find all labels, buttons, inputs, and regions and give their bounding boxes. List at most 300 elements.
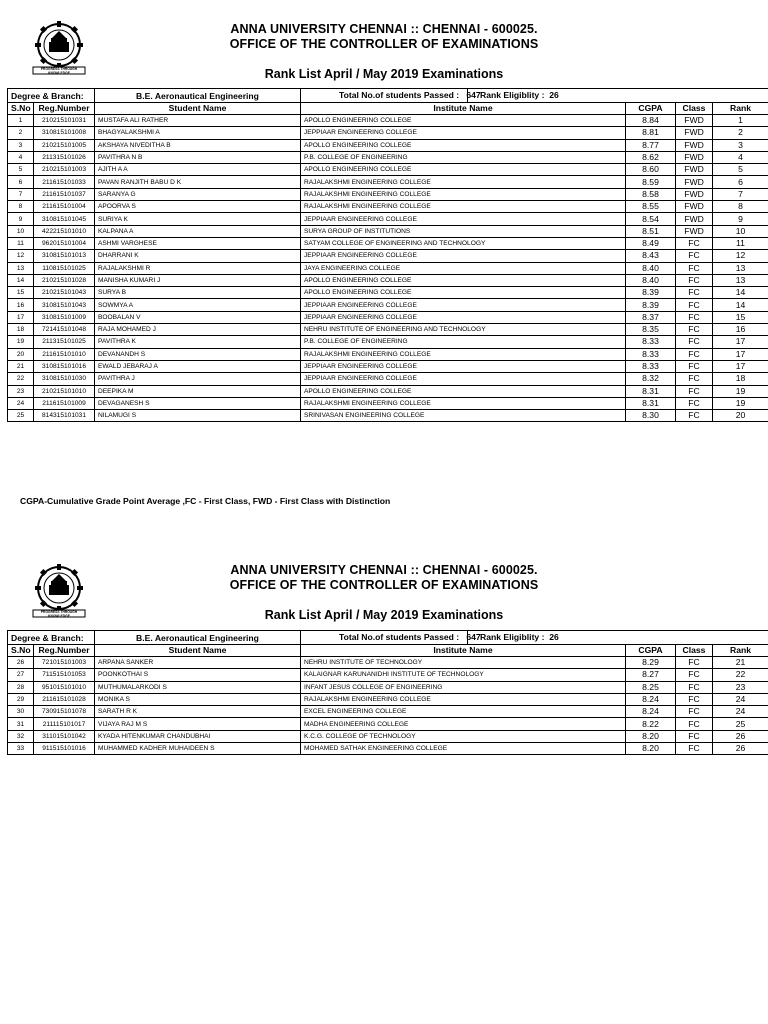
cgpa-cell: 8.35 xyxy=(626,324,676,336)
cgpa-cell: 8.84 xyxy=(626,115,676,127)
class-cell: FWD xyxy=(676,139,713,151)
sno-cell: 22 xyxy=(8,373,34,385)
cgpa-cell: 8.32 xyxy=(626,373,676,385)
student-name-cell: AKSHAYA NIVEDITHA B xyxy=(95,139,301,151)
sno-cell: 10 xyxy=(8,225,34,237)
rank-cell: 26 xyxy=(713,730,768,742)
sno-cell: 19 xyxy=(8,336,34,348)
rank-table-1 xyxy=(7,88,768,422)
rank-cell: 19 xyxy=(713,397,768,409)
reg-number-cell: 711515101053 xyxy=(34,669,95,681)
rank-cell: 5 xyxy=(713,164,768,176)
office-title: OFFICE OF THE CONTROLLER OF EXAMINATIONS xyxy=(229,37,539,51)
reg-number-cell: 310815101008 xyxy=(34,127,95,139)
table-row xyxy=(8,225,768,237)
class-cell: FWD xyxy=(676,188,713,200)
cgpa-cell: 8.30 xyxy=(626,410,676,422)
table-row xyxy=(8,373,768,385)
col-reg: Reg.Number xyxy=(34,645,95,657)
student-name-cell: DEEPIKA M xyxy=(95,385,301,397)
sno-cell: 7 xyxy=(8,188,34,200)
student-name-cell: PAVITHRA N B xyxy=(95,151,301,163)
institute-cell: SATYAM COLLEGE OF ENGINEERING AND TECHNOLOGY xyxy=(301,237,626,249)
institute-cell: JEPPIAAR ENGINEERING COLLEGE xyxy=(301,250,626,262)
student-name-cell: PAVITHRA J xyxy=(95,373,301,385)
reg-number-cell: 211615101004 xyxy=(34,201,95,213)
class-cell: FC xyxy=(676,299,713,311)
sno-cell: 27 xyxy=(8,669,34,681)
class-cell: FWD xyxy=(676,225,713,237)
info-row xyxy=(8,631,768,645)
table-row xyxy=(8,299,768,311)
institute-cell: P.B. COLLEGE OF ENGINEERING xyxy=(301,336,626,348)
degree-label: Degree & Branch: xyxy=(8,631,95,645)
class-cell: FC xyxy=(676,336,713,348)
reg-number-cell: 110815101025 xyxy=(34,262,95,274)
class-cell: FC xyxy=(676,311,713,323)
cgpa-cell: 8.33 xyxy=(626,348,676,360)
institute-cell: INFANT JESUS COLLEGE OF ENGINEERING xyxy=(301,681,626,693)
class-cell: FC xyxy=(676,360,713,372)
class-cell: FWD xyxy=(676,201,713,213)
reg-number-cell: 211315101026 xyxy=(34,151,95,163)
sno-cell: 16 xyxy=(8,299,34,311)
rank-cell: 17 xyxy=(713,348,768,360)
rank-cell: 22 xyxy=(713,669,768,681)
class-cell: FC xyxy=(676,237,713,249)
cgpa-cell: 8.55 xyxy=(626,201,676,213)
institute-cell: P.B. COLLEGE OF ENGINEERING xyxy=(301,151,626,163)
table-row xyxy=(8,706,768,718)
institute-cell: RAJALAKSHMI ENGINEERING COLLEGE xyxy=(301,176,626,188)
reg-number-cell: 310815101045 xyxy=(34,213,95,225)
total-passed: Total No.of students Passed : 647 xyxy=(301,89,468,102)
institute-cell: APOLLO ENGINEERING COLLEGE xyxy=(301,115,626,127)
sno-cell: 13 xyxy=(8,262,34,274)
cgpa-cell: 8.49 xyxy=(626,237,676,249)
table-row xyxy=(8,730,768,742)
office-title: OFFICE OF THE CONTROLLER OF EXAMINATIONS xyxy=(229,578,539,592)
table-row xyxy=(8,176,768,188)
reg-number-cell: 962015101004 xyxy=(34,237,95,249)
totals-cell xyxy=(301,89,768,103)
reg-number-cell: 721015101003 xyxy=(34,657,95,669)
institute-cell: MOHAMED SATHAK ENGINEERING COLLEGE xyxy=(301,743,626,755)
student-name-cell: ARPANA SANKER xyxy=(95,657,301,669)
student-name-cell: SOWMYA A xyxy=(95,299,301,311)
sno-cell: 3 xyxy=(8,139,34,151)
student-name-cell: PAVAN RANJITH BABU D K xyxy=(95,176,301,188)
rank-cell: 6 xyxy=(713,176,768,188)
reg-number-cell: 211615101037 xyxy=(34,188,95,200)
sno-cell: 9 xyxy=(8,213,34,225)
degree-value: B.E. Aeronautical Engineering xyxy=(95,89,301,103)
student-name-cell: VIJAYA RAJ M S xyxy=(95,718,301,730)
student-name-cell: BHAGYALAKSHMI A xyxy=(95,127,301,139)
rank-cell: 24 xyxy=(713,706,768,718)
rank-cell: 20 xyxy=(713,410,768,422)
table-row xyxy=(8,410,768,422)
student-name-cell: RAJA MOHAMED J xyxy=(95,324,301,336)
class-cell: FWD xyxy=(676,127,713,139)
table-row xyxy=(8,237,768,249)
reg-number-cell: 211615101009 xyxy=(34,397,95,409)
sno-cell: 18 xyxy=(8,324,34,336)
sno-cell: 25 xyxy=(8,410,34,422)
cgpa-cell: 8.60 xyxy=(626,164,676,176)
table-row xyxy=(8,287,768,299)
col-rank: Rank xyxy=(713,103,768,115)
rank-cell: 21 xyxy=(713,657,768,669)
reg-number-cell: 211615101028 xyxy=(34,693,95,705)
table-row xyxy=(8,127,768,139)
student-name-cell: DEVANANDH S xyxy=(95,348,301,360)
institute-cell: RAJALAKSHMI ENGINEERING COLLEGE xyxy=(301,693,626,705)
student-name-cell: MANISHA KUMARI J xyxy=(95,274,301,286)
student-name-cell: RAJALAKSHMI R xyxy=(95,262,301,274)
col-reg: Reg.Number xyxy=(34,103,95,115)
rank-eligibility: Rank Eligiblity : 26 xyxy=(480,90,559,100)
class-cell: FC xyxy=(676,706,713,718)
sno-cell: 26 xyxy=(8,657,34,669)
student-name-cell: SURIYA K xyxy=(95,213,301,225)
reg-number-cell: 210215101043 xyxy=(34,287,95,299)
sno-cell: 4 xyxy=(8,151,34,163)
sno-cell: 1 xyxy=(8,115,34,127)
institute-cell: SURYA GROUP OF INSTITUTIONS xyxy=(301,225,626,237)
reg-number-cell: 210215101028 xyxy=(34,274,95,286)
rank-cell: 25 xyxy=(713,718,768,730)
logo-motto: PROGRESS THROUGH KNOWLEDGE xyxy=(40,67,78,75)
cgpa-cell: 8.39 xyxy=(626,287,676,299)
table-row xyxy=(8,151,768,163)
sno-cell: 6 xyxy=(8,176,34,188)
table-row xyxy=(8,274,768,286)
rank-cell: 7 xyxy=(713,188,768,200)
sno-cell: 24 xyxy=(8,397,34,409)
cgpa-cell: 8.51 xyxy=(626,225,676,237)
degree-value: B.E. Aeronautical Engineering xyxy=(95,631,301,645)
col-rank: Rank xyxy=(713,645,768,657)
student-name-cell: MONIKA S xyxy=(95,693,301,705)
university-title: ANNA UNIVERSITY CHENNAI :: CHENNAI - 600025. xyxy=(230,22,538,36)
reg-number-cell: 210215101031 xyxy=(34,115,95,127)
sno-cell: 2 xyxy=(8,127,34,139)
student-name-cell: SARATH R K xyxy=(95,706,301,718)
col-cgpa: CGPA xyxy=(626,103,676,115)
col-name: Student Name xyxy=(95,645,301,657)
table-row xyxy=(8,115,768,127)
table-row xyxy=(8,669,768,681)
sno-cell: 17 xyxy=(8,311,34,323)
class-cell: FC xyxy=(676,410,713,422)
cgpa-cell: 8.31 xyxy=(626,397,676,409)
institute-cell: JEPPIAAR ENGINEERING COLLEGE xyxy=(301,213,626,225)
class-cell: FC xyxy=(676,743,713,755)
class-cell: FC xyxy=(676,324,713,336)
class-cell: FWD xyxy=(676,115,713,127)
legend-footnote: CGPA-Cumulative Grade Point Average ,FC - First Class, FWD - First Class with Distinction xyxy=(20,496,391,506)
institute-cell: RAJALAKSHMI ENGINEERING COLLEGE xyxy=(301,188,626,200)
class-cell: FWD xyxy=(676,151,713,163)
institute-cell: JEPPIAAR ENGINEERING COLLEGE xyxy=(301,373,626,385)
degree-label: Degree & Branch: xyxy=(8,89,95,103)
rank-cell: 13 xyxy=(713,274,768,286)
reg-number-cell: 310815101009 xyxy=(34,311,95,323)
table-row xyxy=(8,164,768,176)
student-name-cell: PAVITHRA K xyxy=(95,336,301,348)
cgpa-cell: 8.58 xyxy=(626,188,676,200)
student-name-cell: APOORVA S xyxy=(95,201,301,213)
rank-cell: 1 xyxy=(713,115,768,127)
rank-cell: 2 xyxy=(713,127,768,139)
rank-cell: 23 xyxy=(713,681,768,693)
sno-cell: 29 xyxy=(8,693,34,705)
rank-cell: 3 xyxy=(713,139,768,151)
table-row xyxy=(8,188,768,200)
institute-cell: JEPPIAAR ENGINEERING COLLEGE xyxy=(301,299,626,311)
sno-cell: 28 xyxy=(8,681,34,693)
rank-cell: 14 xyxy=(713,299,768,311)
cgpa-cell: 8.22 xyxy=(626,718,676,730)
institute-cell: APOLLO ENGINEERING COLLEGE xyxy=(301,385,626,397)
institute-cell: APOLLO ENGINEERING COLLEGE xyxy=(301,139,626,151)
table-row xyxy=(8,250,768,262)
student-name-cell: KALPANA A xyxy=(95,225,301,237)
info-row xyxy=(8,89,768,103)
rank-cell: 4 xyxy=(713,151,768,163)
student-name-cell: SURYA B xyxy=(95,287,301,299)
institute-cell: KALAIGNAR KARUNANIDHI INSTITUTE OF TECHNOLOGY xyxy=(301,669,626,681)
rank-cell: 14 xyxy=(713,287,768,299)
col-class: Class xyxy=(676,645,713,657)
cgpa-cell: 8.20 xyxy=(626,730,676,742)
reg-number-cell: 210215101003 xyxy=(34,164,95,176)
institute-cell: APOLLO ENGINEERING COLLEGE xyxy=(301,274,626,286)
col-sno: S.No xyxy=(8,103,34,115)
class-cell: FC xyxy=(676,718,713,730)
col-institute: Institute Name xyxy=(301,645,626,657)
student-name-cell: MUHAMMED KADHER MUHAIDEEN S xyxy=(95,743,301,755)
class-cell: FC xyxy=(676,274,713,286)
class-cell: FWD xyxy=(676,164,713,176)
reg-number-cell: 211315101025 xyxy=(34,336,95,348)
rank-list-title: Rank List April / May 2019 Examinations xyxy=(264,608,504,622)
reg-number-cell: 814315101031 xyxy=(34,410,95,422)
table-row xyxy=(8,397,768,409)
sno-cell: 14 xyxy=(8,274,34,286)
student-name-cell: BOOBALAN V xyxy=(95,311,301,323)
rank-cell: 15 xyxy=(713,311,768,323)
cgpa-cell: 8.24 xyxy=(626,706,676,718)
table-row xyxy=(8,213,768,225)
student-name-cell: MUTHUMALARKODI S xyxy=(95,681,301,693)
reg-number-cell: 721415101048 xyxy=(34,324,95,336)
logo-motto: PROGRESS THROUGH KNOWLEDGE xyxy=(40,610,78,618)
reg-number-cell: 211615101033 xyxy=(34,176,95,188)
cgpa-cell: 8.54 xyxy=(626,213,676,225)
sno-cell: 8 xyxy=(8,201,34,213)
institute-cell: RAJALAKSHMI ENGINEERING COLLEGE xyxy=(301,397,626,409)
col-institute: Institute Name xyxy=(301,103,626,115)
cgpa-cell: 8.25 xyxy=(626,681,676,693)
table-row xyxy=(8,311,768,323)
rank-cell: 9 xyxy=(713,213,768,225)
table-row xyxy=(8,139,768,151)
student-name-cell: SARANYA G xyxy=(95,188,301,200)
cgpa-cell: 8.59 xyxy=(626,176,676,188)
cgpa-cell: 8.27 xyxy=(626,669,676,681)
student-name-cell: NILAMUGI S xyxy=(95,410,301,422)
rank-cell: 19 xyxy=(713,385,768,397)
class-cell: FC xyxy=(676,373,713,385)
student-name-cell: KYADA HITENKUMAR CHANDUBHAI xyxy=(95,730,301,742)
sno-cell: 15 xyxy=(8,287,34,299)
student-name-cell: MUSTAFA ALI RATHER xyxy=(95,115,301,127)
reg-number-cell: 310815101016 xyxy=(34,360,95,372)
student-name-cell: POONKOTHAI S xyxy=(95,669,301,681)
cgpa-cell: 8.77 xyxy=(626,139,676,151)
table-row xyxy=(8,360,768,372)
institute-cell: JEPPIAAR ENGINEERING COLLEGE xyxy=(301,311,626,323)
sno-cell: 23 xyxy=(8,385,34,397)
student-name-cell: ASHMI VARGHESE xyxy=(95,237,301,249)
class-cell: FC xyxy=(676,657,713,669)
institute-cell: JEPPIAAR ENGINEERING COLLEGE xyxy=(301,360,626,372)
institute-cell: APOLLO ENGINEERING COLLEGE xyxy=(301,164,626,176)
reg-number-cell: 730915101078 xyxy=(34,706,95,718)
student-name-cell: DEVAGANESH S xyxy=(95,397,301,409)
col-class: Class xyxy=(676,103,713,115)
cgpa-cell: 8.33 xyxy=(626,360,676,372)
cgpa-cell: 8.62 xyxy=(626,151,676,163)
reg-number-cell: 211115101017 xyxy=(34,718,95,730)
rank-eligibility: Rank Eligiblity : 26 xyxy=(480,632,559,642)
class-cell: FC xyxy=(676,287,713,299)
rank-cell: 18 xyxy=(713,373,768,385)
table-row xyxy=(8,262,768,274)
class-cell: FWD xyxy=(676,213,713,225)
institute-cell: RAJALAKSHMI ENGINEERING COLLEGE xyxy=(301,348,626,360)
total-passed: Total No.of students Passed : 647 xyxy=(301,631,468,644)
cgpa-cell: 8.43 xyxy=(626,250,676,262)
class-cell: FWD xyxy=(676,176,713,188)
reg-number-cell: 422215101010 xyxy=(34,225,95,237)
rank-cell: 12 xyxy=(713,250,768,262)
table-row xyxy=(8,681,768,693)
cgpa-cell: 8.20 xyxy=(626,743,676,755)
sno-cell: 11 xyxy=(8,237,34,249)
col-name: Student Name xyxy=(95,103,301,115)
sno-cell: 30 xyxy=(8,706,34,718)
sno-cell: 31 xyxy=(8,718,34,730)
reg-number-cell: 310815101043 xyxy=(34,299,95,311)
rank-cell: 17 xyxy=(713,360,768,372)
reg-number-cell: 210215101010 xyxy=(34,385,95,397)
institute-cell: JEPPIAAR ENGINEERING COLLEGE xyxy=(301,127,626,139)
university-title: ANNA UNIVERSITY CHENNAI :: CHENNAI - 600025. xyxy=(230,563,538,577)
table-row xyxy=(8,718,768,730)
rank-cell: 8 xyxy=(713,201,768,213)
class-cell: FC xyxy=(676,693,713,705)
sno-cell: 32 xyxy=(8,730,34,742)
class-cell: FC xyxy=(676,385,713,397)
rank-list-title: Rank List April / May 2019 Examinations xyxy=(264,67,504,81)
institute-cell: NEHRU INSTITUTE OF TECHNOLOGY xyxy=(301,657,626,669)
sno-cell: 33 xyxy=(8,743,34,755)
class-cell: FC xyxy=(676,730,713,742)
table-row xyxy=(8,743,768,755)
class-cell: FC xyxy=(676,397,713,409)
institute-cell: RAJALAKSHMI ENGINEERING COLLEGE xyxy=(301,201,626,213)
class-cell: FC xyxy=(676,669,713,681)
class-cell: FC xyxy=(676,681,713,693)
sno-cell: 12 xyxy=(8,250,34,262)
table-row xyxy=(8,693,768,705)
totals-cell xyxy=(301,631,768,645)
institute-cell: K.C.G. COLLEGE OF TECHNOLOGY xyxy=(301,730,626,742)
col-sno: S.No xyxy=(8,645,34,657)
table-row xyxy=(8,324,768,336)
sno-cell: 20 xyxy=(8,348,34,360)
cgpa-cell: 8.33 xyxy=(626,336,676,348)
rank-table-2 xyxy=(7,630,768,755)
institute-cell: NEHRU INSTITUTE OF ENGINEERING AND TECHNOLOGY xyxy=(301,324,626,336)
column-header-row xyxy=(8,645,768,657)
table-row xyxy=(8,336,768,348)
rank-cell: 13 xyxy=(713,262,768,274)
sno-cell: 21 xyxy=(8,360,34,372)
table-row xyxy=(8,348,768,360)
class-cell: FC xyxy=(676,348,713,360)
reg-number-cell: 211615101010 xyxy=(34,348,95,360)
col-cgpa: CGPA xyxy=(626,645,676,657)
student-name-cell: EWALD JEBARAJ A xyxy=(95,360,301,372)
sno-cell: 5 xyxy=(8,164,34,176)
cgpa-cell: 8.37 xyxy=(626,311,676,323)
reg-number-cell: 310815101013 xyxy=(34,250,95,262)
rank-cell: 17 xyxy=(713,336,768,348)
cgpa-cell: 8.39 xyxy=(626,299,676,311)
reg-number-cell: 210215101005 xyxy=(34,139,95,151)
table-row xyxy=(8,201,768,213)
cgpa-cell: 8.40 xyxy=(626,262,676,274)
cgpa-cell: 8.31 xyxy=(626,385,676,397)
cgpa-cell: 8.40 xyxy=(626,274,676,286)
student-name-cell: DHARRANI K xyxy=(95,250,301,262)
cgpa-cell: 8.81 xyxy=(626,127,676,139)
institute-cell: SRINIVASAN ENGINEERING COLLEGE xyxy=(301,410,626,422)
institute-cell: JAYA ENGINEERING COLLEGE xyxy=(301,262,626,274)
institute-cell: MADHA ENGINEERING COLLEGE xyxy=(301,718,626,730)
institute-cell: APOLLO ENGINEERING COLLEGE xyxy=(301,287,626,299)
rank-cell: 11 xyxy=(713,237,768,249)
class-cell: FC xyxy=(676,250,713,262)
reg-number-cell: 311015101042 xyxy=(34,730,95,742)
rank-cell: 24 xyxy=(713,693,768,705)
class-cell: FC xyxy=(676,262,713,274)
table-row xyxy=(8,657,768,669)
reg-number-cell: 310815101030 xyxy=(34,373,95,385)
cgpa-cell: 8.24 xyxy=(626,693,676,705)
rank-cell: 10 xyxy=(713,225,768,237)
reg-number-cell: 951015101010 xyxy=(34,681,95,693)
student-name-cell: AJITH A A xyxy=(95,164,301,176)
column-header-row xyxy=(8,103,768,115)
reg-number-cell: 911515101016 xyxy=(34,743,95,755)
institute-cell: EXCEL ENGINEERING COLLEGE xyxy=(301,706,626,718)
table-row xyxy=(8,385,768,397)
